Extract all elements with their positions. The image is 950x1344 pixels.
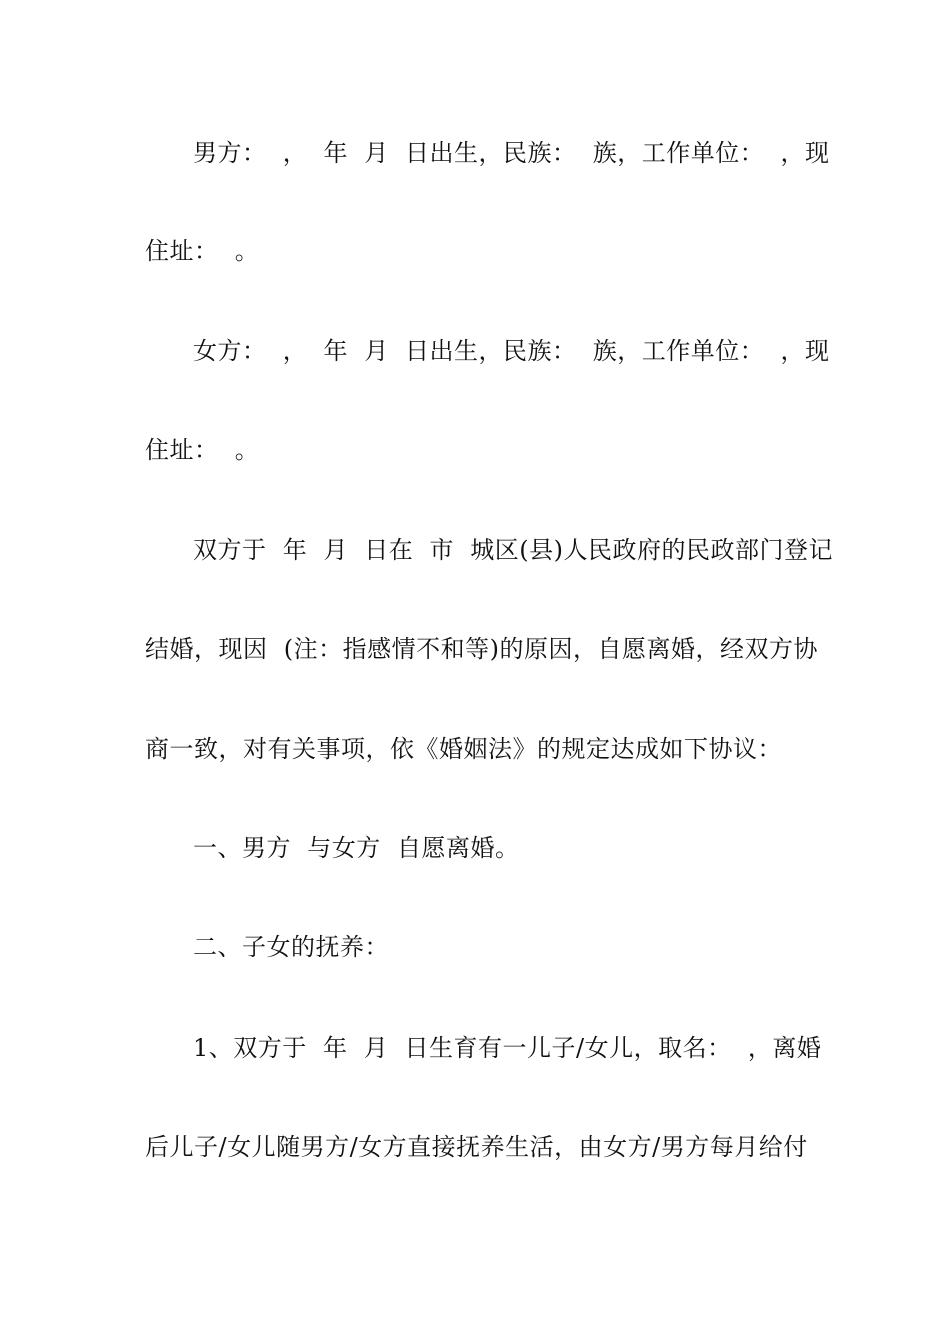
paragraph-female-info-line-1: 女方： ， 年 月 日出生，民族： 族，工作单位： ，现 <box>193 337 830 365</box>
paragraph-marriage-line-3: 商一致，对有关事项，依《婚姻法》的规定达成如下协议： <box>145 735 782 763</box>
paragraph-marriage-line-2: 结婚，现因 (注：指感情不和等)的原因，自愿离婚，经双方协 <box>145 635 818 663</box>
paragraph-marriage-line-1: 双方于 年 月 日在 市 城区(县)人民政府的民政部门登记 <box>193 536 834 564</box>
clause-two-heading: 二、子女的抚养： <box>193 933 389 961</box>
clause-two-item-1-line-1: 1、双方于 年 月 日生育有一儿子/女儿，取名： ，离婚 <box>193 1034 822 1062</box>
paragraph-male-info-line-1: 男方： ， 年 月 日出生，民族： 族，工作单位： ，现 <box>193 139 830 167</box>
clause-two-item-1-line-2: 后儿子/女儿随男方/女方直接抚养生活，由女方/男方每月给付 <box>145 1133 808 1161</box>
clause-one: 一、男方 与女方 自愿离婚。 <box>193 834 520 862</box>
paragraph-female-info-line-2: 住址： 。 <box>145 436 260 464</box>
paragraph-male-info-line-2: 住址： 。 <box>145 237 260 265</box>
